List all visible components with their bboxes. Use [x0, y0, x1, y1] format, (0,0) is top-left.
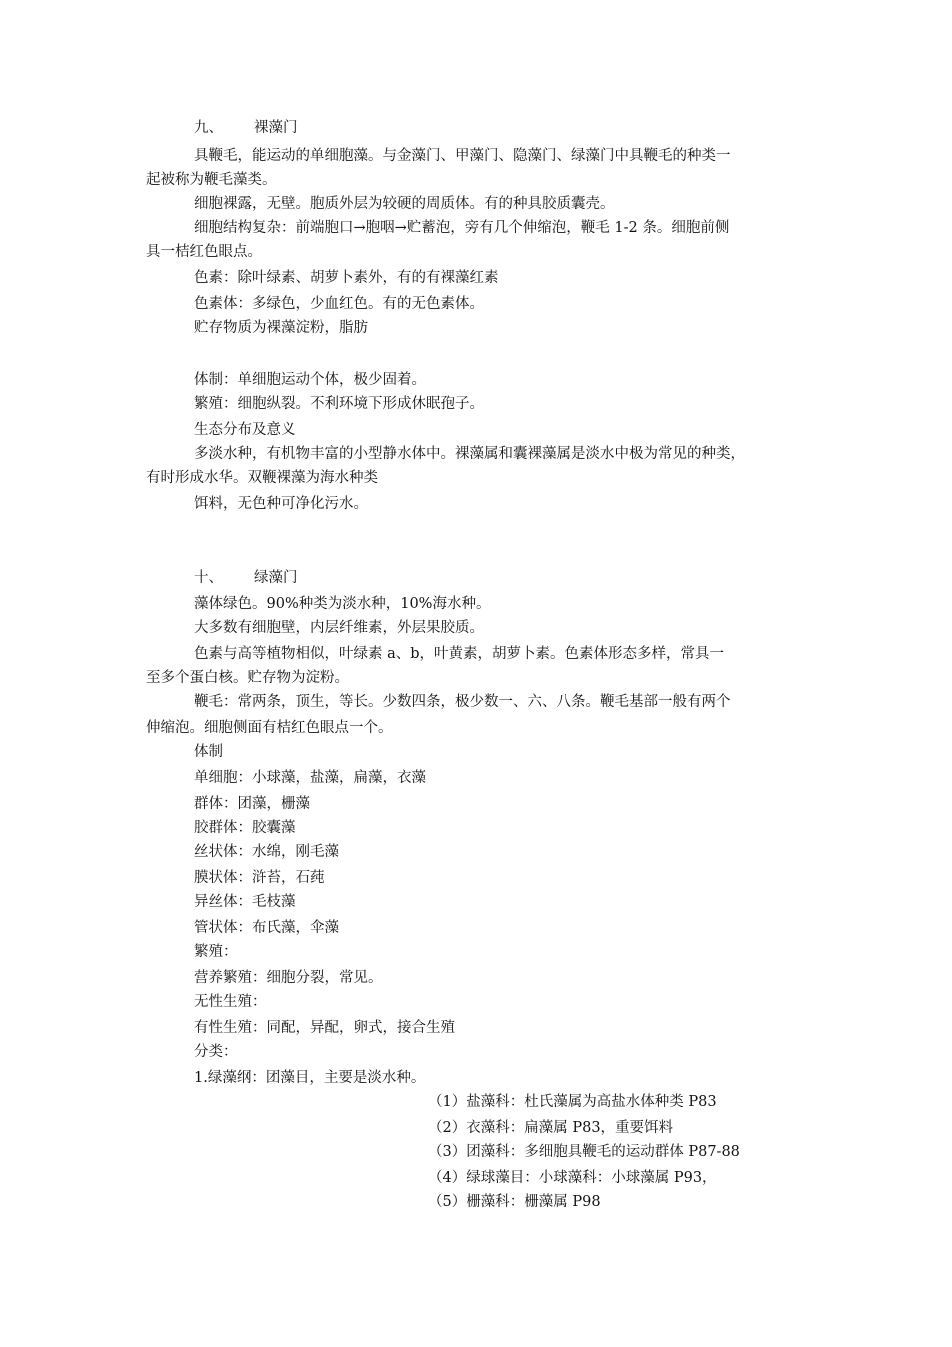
section-9-title: 裸藻门	[254, 120, 298, 136]
paragraph-line: 1.绿藻纲：团藻目，主要是淡水种。	[194, 1070, 426, 1086]
section-9-heading	[194, 118, 298, 138]
paragraph-line: 体制：单细胞运动个体，极少固着。	[194, 372, 426, 388]
paragraph-line: 色素体：多绿色，少血红色。有的无色素体。	[194, 296, 484, 312]
paragraph-line: 膜状体：浒苔，石莼	[194, 870, 325, 886]
paragraph-line: 饵料，无色种可净化污水。	[194, 496, 368, 512]
paragraph-line: 管状体：布氏藻，伞藻	[194, 920, 339, 936]
paragraph-line: 营养繁殖：细胞分裂，常见。	[194, 970, 383, 986]
paragraph-line: 有性生殖：同配，异配，卵式，接合生殖	[194, 1020, 455, 1036]
paragraph-line: 伸缩泡。细胞侧面有桔红色眼点一个。	[146, 720, 393, 736]
paragraph-line: 大多数有细胞壁，内层纤维素，外层果胶质。	[194, 620, 484, 636]
paragraph-line: 分类：	[194, 1044, 238, 1060]
paragraph-line: 具一桔红色眼点。	[146, 244, 262, 260]
section-10-title: 绿藻门	[254, 570, 298, 586]
section-9-number: 九、	[194, 120, 223, 136]
paragraph-line: 至多个蛋白核。贮存物为淀粉。	[146, 670, 349, 686]
paragraph-line: 起被称为鞭毛藻类。	[146, 172, 277, 188]
paragraph-line: 体制	[194, 744, 223, 760]
paragraph-line: 细胞裸露，无壁。胞质外层为较硬的周质体。有的种具胶质囊壳。	[194, 196, 615, 212]
paragraph-line: 具鞭毛，能运动的单细胞藻。与金藻门、甲藻门、隐藻门、绿藻门中具鞭毛的种类一	[194, 148, 731, 164]
paragraph-line: 细胞结构复杂：前端胞口→胞咽→贮蓄泡，旁有几个伸缩泡，鞭毛 1-2 条。细胞前侧	[194, 220, 730, 236]
paragraph-line: 色素：除叶绿素、胡萝卜素外，有的有裸藻红素	[194, 270, 499, 286]
paragraph-line: 群体：团藻，栅藻	[194, 796, 310, 812]
paragraph-line: 无性生殖：	[194, 994, 267, 1010]
paragraph-line: 单细胞：小球藻，盐藻，扁藻，衣藻	[194, 770, 426, 786]
paragraph-line: 色素与高等植物相似，叶绿素 a、b，叶黄素，胡萝卜素。色素体形态多样，常具一	[194, 646, 725, 662]
sublist-item: （2）衣藻科：扁藻属 P83，重要饵料	[428, 1120, 674, 1136]
paragraph-line: 多淡水种，有机物丰富的小型静水体中。裸藻属和囊裸藻属是淡水中极为常见的种类，	[194, 446, 745, 462]
paragraph-line: 生态分布及意义	[194, 422, 296, 438]
paragraph-line: 异丝体：毛枝藻	[194, 894, 296, 910]
sublist-item: （4）绿球藻目：小球藻科：小球藻属 P93，	[428, 1170, 717, 1186]
paragraph-line: 丝状体：水绵，刚毛藻	[194, 844, 339, 860]
paragraph-line: 胶群体：胶囊藻	[194, 820, 296, 836]
section-10-heading	[194, 568, 298, 588]
sublist-item: （5）栅藻科：栅藻属 P98	[428, 1194, 601, 1210]
paragraph-line: 鞭毛：常两条，顶生，等长。少数四条，极少数一、六、八条。鞭毛基部一般有两个	[194, 694, 731, 710]
paragraph-line: 繁殖：细胞纵裂。不利环境下形成休眠孢子。	[194, 396, 484, 412]
paragraph-line: 繁殖：	[194, 944, 238, 960]
paragraph-line: 贮存物质为裸藻淀粉，脂肪	[194, 320, 368, 336]
paragraph-line: 藻体绿色。90%种类为淡水种，10%海水种。	[194, 596, 491, 612]
sublist-item: （3）团藻科：多细胞具鞭毛的运动群体 P87-88	[428, 1144, 740, 1160]
paragraph-line: 有时形成水华。双鞭裸藻为海水种类	[146, 470, 378, 486]
sublist-item: （1）盐藻科：杜氏藻属为高盐水体种类 P83	[428, 1094, 717, 1110]
section-10-number: 十、	[194, 570, 223, 586]
